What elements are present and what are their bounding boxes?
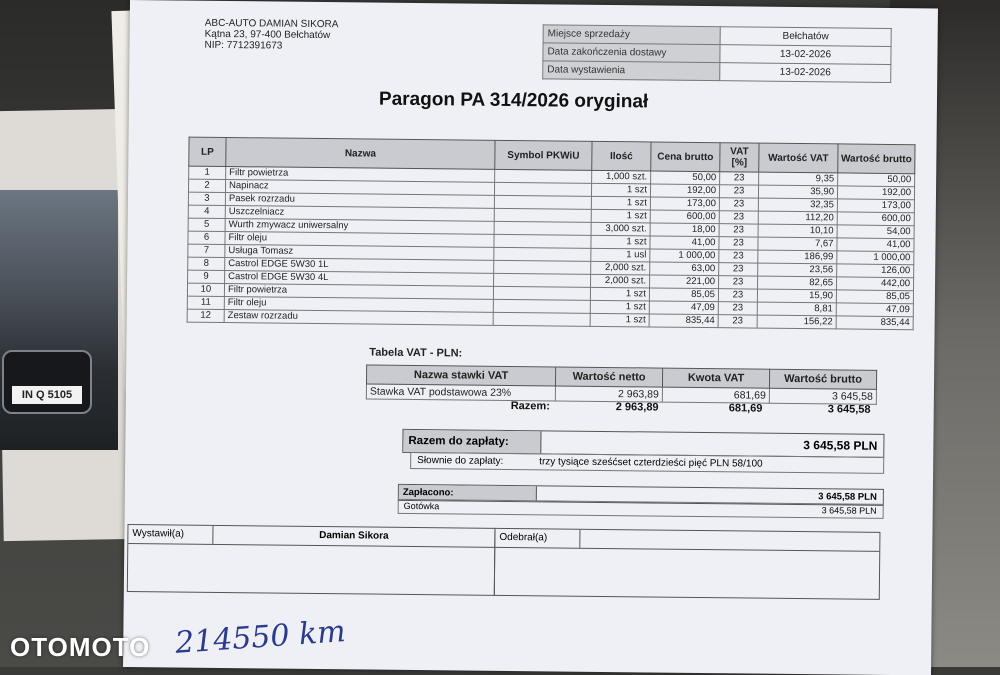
item-vat: 23 (719, 250, 758, 263)
received-by-label: Odebrał(a) (495, 529, 580, 548)
meta-value: Bełchatów (720, 27, 891, 47)
paid-value: 3 645,58 PLN (818, 491, 877, 503)
item-name: Usługa Tomasz (225, 245, 494, 261)
amount-in-words-value: trzy tysiące sześćset czterdzieści pięć PLN 58/100 (539, 456, 763, 470)
meta-value: 13-02-2026 (720, 63, 891, 83)
item-gross: 85,05 (836, 290, 913, 304)
item-gross: 442,00 (837, 277, 914, 291)
item-price: 600,00 (650, 210, 719, 224)
item-vat_val: 186,99 (758, 250, 837, 264)
item-vat_val: 112,20 (758, 211, 837, 225)
item-vat_val: 156,22 (757, 315, 836, 329)
item-gross: 54,00 (837, 225, 914, 239)
item-sym (493, 312, 590, 326)
item-name: Pasek rozrzadu (225, 193, 494, 209)
meta-value: 13-02-2026 (720, 45, 891, 65)
item-lp: 6 (188, 231, 225, 244)
col-price: Cena brutto (651, 142, 720, 172)
total-to-pay-value: 3 645,58 PLN (803, 438, 878, 453)
items-body (187, 166, 915, 330)
col-vat-value: Wartość VAT (759, 143, 838, 173)
meta-label: Miejsce sprzedaży (543, 25, 720, 45)
vat-table (366, 364, 877, 404)
item-vat_val: 9,35 (759, 172, 838, 186)
item-lp: 1 (189, 166, 226, 179)
item-qty: 3,000 szt. (591, 222, 650, 236)
item-sym (494, 208, 591, 222)
item-price: 41,00 (650, 236, 719, 250)
item-vat: 23 (719, 237, 758, 250)
item-gross: 192,00 (837, 186, 914, 200)
meta-label: Data zakończenia dostawy (543, 43, 720, 63)
item-price: 173,00 (650, 197, 719, 211)
item-price: 47,09 (649, 301, 718, 315)
item-gross: 126,00 (837, 264, 914, 278)
item-gross: 173,00 (837, 199, 914, 213)
item-qty: 1 szt (591, 209, 650, 223)
item-qty: 1 szt (590, 313, 649, 327)
vat-total-net: 2 963,89 (615, 401, 659, 414)
col-qty: Ilość (592, 141, 651, 171)
amount-in-words-label: Słownie do zapłaty: (417, 455, 504, 467)
item-vat: 23 (719, 185, 758, 198)
item-vat: 23 (718, 302, 757, 315)
item-sym (494, 260, 591, 274)
item-name: Uszczelniacz (225, 206, 494, 222)
seller-name: ABC-AUTO DAMIAN SIKORA (204, 17, 339, 31)
col-name: Nazwa (226, 138, 495, 170)
col-symbol: Symbol PKWiU (495, 140, 592, 170)
item-qty: 1 szt (590, 300, 649, 314)
item-gross: 41,00 (837, 238, 914, 252)
vat-col-net: Wartość netto (555, 367, 662, 387)
vat-total-vat: 681,69 (728, 402, 763, 415)
item-gross: 47,09 (836, 303, 913, 317)
item-vat_val: 7,67 (758, 237, 837, 251)
seller-address: Kątna 23, 97-400 Bełchatów (204, 28, 331, 42)
cash-label: Gotówka (403, 500, 440, 512)
meta-label: Data wystawienia (543, 61, 720, 81)
item-name: Napinacz (225, 180, 494, 196)
item-lp: 5 (188, 218, 225, 231)
meta-table (542, 24, 892, 83)
item-vat_val: 32,35 (758, 198, 837, 212)
item-lp: 9 (188, 270, 225, 283)
seller-nip: NIP: 7712391673 (204, 39, 283, 52)
issued-by-box (127, 524, 496, 596)
item-gross: 1 000,00 (837, 251, 914, 265)
col-gross: Wartość brutto (838, 144, 915, 174)
col-lp: LP (189, 137, 226, 166)
item-gross: 600,00 (837, 212, 914, 226)
item-qty: 1 szt (591, 235, 650, 249)
item-sym (494, 221, 591, 235)
item-price: 221,00 (650, 275, 719, 289)
item-name: Castrol EDGE 5W30 4L (225, 271, 494, 287)
item-sym (494, 195, 591, 209)
vat-total-gross: 3 645,58 (827, 403, 871, 416)
item-vat_val: 15,90 (757, 289, 836, 303)
item-sym (494, 182, 591, 196)
seller-block (204, 18, 338, 52)
item-name: Castrol EDGE 5W30 1L (225, 258, 494, 274)
item-gross: 50,00 (838, 173, 915, 187)
vat-total-label: Razem: (510, 400, 550, 413)
paid-label: Zapłacono: (399, 485, 537, 501)
item-lp: 12 (187, 309, 224, 322)
item-vat_val: 10,10 (758, 224, 837, 238)
item-lp: 11 (187, 296, 224, 309)
item-qty: 2,000 szt. (591, 261, 650, 275)
items-table (187, 137, 916, 331)
item-vat: 23 (718, 289, 757, 302)
item-vat: 23 (719, 276, 758, 289)
item-vat_val: 82,65 (758, 276, 837, 290)
item-qty: 1 szt (591, 196, 650, 210)
license-plate: IN Q 5105 (12, 386, 82, 404)
item-qty: 1 usl (591, 248, 650, 262)
amount-in-words (410, 452, 884, 474)
received-by-box (494, 528, 881, 600)
item-qty: 1 szt (591, 183, 650, 197)
vat-rate-name: Stawka VAT podstawowa 23% (366, 384, 555, 401)
vat-amount: 681,69 (662, 387, 769, 403)
car-grille (2, 350, 92, 414)
item-lp: 10 (187, 283, 224, 296)
item-lp: 3 (188, 192, 225, 205)
item-name: Zestaw rozrzadu (224, 310, 493, 326)
handwritten-mileage: 214550 km (173, 614, 347, 661)
item-qty: 1 szt (590, 287, 649, 301)
item-gross: 835,44 (836, 316, 913, 330)
item-qty: 2,000 szt. (591, 274, 650, 288)
receipt-title: Paragon PA 314/2026 oryginał (378, 88, 649, 113)
item-sym (494, 273, 591, 287)
item-name: Filtr oleju (225, 232, 494, 248)
item-sym (493, 299, 590, 313)
item-vat: 23 (720, 172, 759, 185)
issued-by-label: Wystawił(a) (128, 525, 213, 544)
cash-value: 3 645,58 PLN (821, 505, 877, 516)
item-sym (494, 234, 591, 248)
item-lp: 4 (188, 205, 225, 218)
item-name: Filtr oleju (224, 297, 493, 313)
vat-gross: 3 645,58 (769, 388, 876, 404)
item-lp: 2 (188, 179, 225, 192)
issued-by-name: Damian Sikora (319, 530, 389, 542)
item-price: 50,00 (651, 171, 720, 185)
item-name: Filtr powietrza (226, 167, 495, 183)
vat-net: 2 963,89 (555, 386, 662, 402)
item-vat: 23 (718, 315, 757, 328)
item-qty: 1,000 szt. (592, 170, 651, 184)
item-price: 192,00 (650, 184, 719, 198)
item-lp: 7 (188, 244, 225, 257)
item-vat: 23 (719, 263, 758, 276)
item-sym (494, 247, 591, 261)
item-vat_val: 23,56 (758, 263, 837, 277)
item-lp: 8 (188, 257, 225, 270)
item-sym (493, 286, 590, 300)
item-name: Filtr powietrza (224, 284, 493, 300)
item-price: 18,00 (650, 223, 719, 237)
item-vat_val: 35,90 (758, 185, 837, 199)
item-vat: 23 (719, 198, 758, 211)
meta-row (543, 61, 891, 83)
vat-col-vat: Kwota VAT (662, 368, 769, 388)
item-vat: 23 (719, 224, 758, 237)
item-price: 1 000,00 (650, 249, 719, 263)
item-vat_val: 8,81 (757, 302, 836, 316)
vat-col-name: Nazwa stawki VAT (366, 365, 555, 386)
col-vat: VAT [%] (720, 143, 759, 172)
vat-table-title: Tabela VAT - PLN: (369, 346, 463, 360)
item-vat: 23 (719, 211, 758, 224)
receipt-paper (123, 0, 938, 675)
item-price: 835,44 (649, 314, 718, 328)
total-to-pay-label: Razem do zapłaty: (403, 430, 541, 453)
otomoto-watermark: OTOMOTO (10, 632, 151, 662)
item-price: 63,00 (650, 262, 719, 276)
item-price: 85,05 (649, 288, 718, 302)
item-sym (495, 169, 592, 183)
item-name: Wurth zmywacz uniwersalny (225, 219, 494, 235)
vat-col-gross: Wartość brutto (769, 369, 876, 389)
